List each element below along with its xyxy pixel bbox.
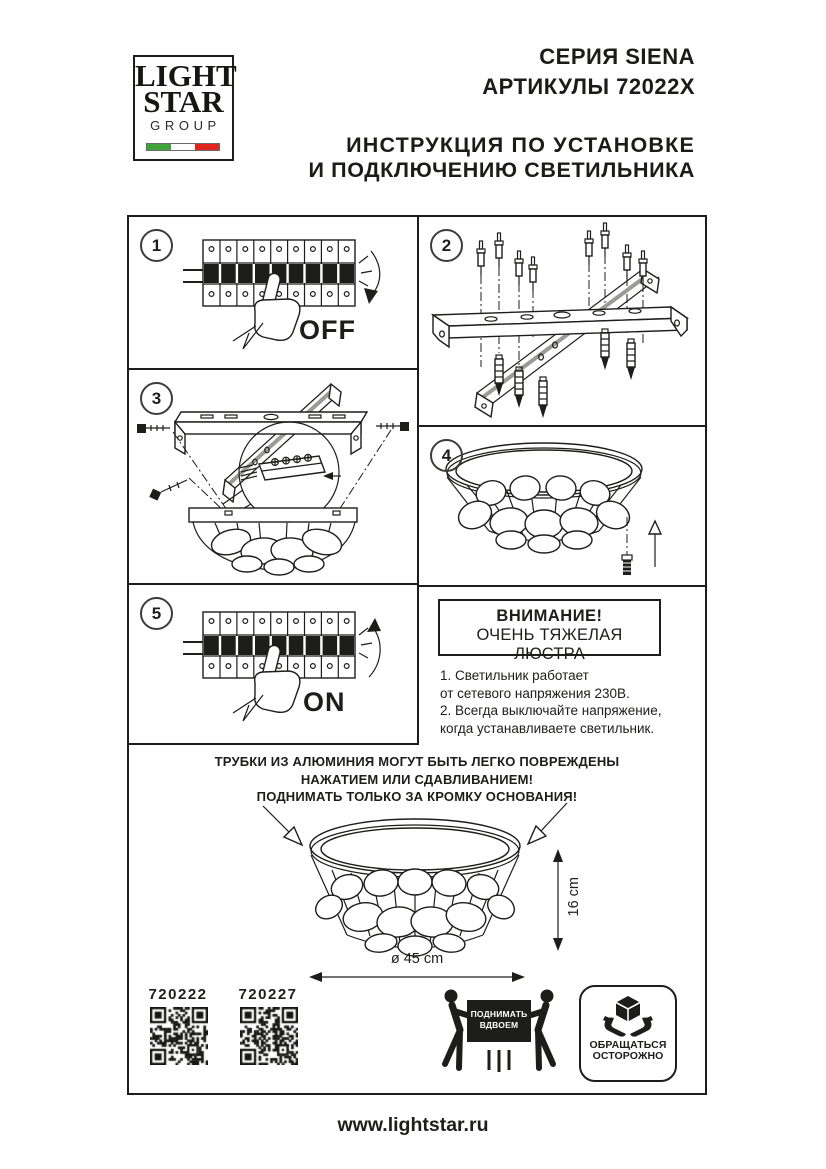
lightstar-logo <box>133 55 237 161</box>
instruction-grid <box>127 215 707 1095</box>
handling-warning-line2: НАЖАТИЕМ ИЛИ СДАВЛИВАНИЕМ! <box>300 771 534 787</box>
step-5-number: 5 <box>151 603 162 623</box>
step-1-number: 1 <box>151 235 162 255</box>
handling-warning-line3: ПОДНИМАТЬ ТОЛЬКО ЗА КРОМКУ ОСНОВАНИЯ! <box>256 789 578 804</box>
italian-flag-stripe <box>146 143 220 151</box>
lift-label-line1: ПОДНИМАТЬ <box>470 1009 528 1019</box>
note-line-1: 1. Светильник работает <box>440 668 589 683</box>
logo-word-group: GROUP <box>150 118 221 133</box>
attention-subtitle: ОЧЕНЬ ТЯЖЕЛАЯ ЛЮСТРА <box>476 626 623 663</box>
attention-title: ВНИМАНИЕ! <box>496 607 603 625</box>
step-1-panel <box>129 217 419 370</box>
lift-label-line2: ВДВОЕМ <box>479 1019 519 1030</box>
step-3-badge <box>140 382 173 415</box>
handling-section <box>129 745 705 1093</box>
website-url: www.lightstar.ru <box>337 1114 489 1136</box>
step-3-number: 3 <box>151 388 162 408</box>
flag-white-segment <box>171 144 195 150</box>
series-title: СЕРИЯ SIENA <box>539 44 695 69</box>
step-5-panel <box>129 585 419 745</box>
articles-title: АРТИКУЛЫ 72022X <box>482 74 695 99</box>
logo-word-star: STAR <box>143 84 224 119</box>
lift-by-two-icon <box>437 988 561 1078</box>
step-4-number: 4 <box>441 445 452 465</box>
step-5-badge <box>140 597 173 630</box>
handling-warning-line1: ТРУБКИ ИЗ АЛЮМИНИЯ МОГУТ БЫТЬ ЛЕГКО ПОВРЕЖДЕНЫ <box>214 754 620 769</box>
step-2-panel <box>419 217 705 427</box>
diameter-dimension-label: ø 45 cm <box>390 951 444 967</box>
flag-green-segment <box>147 144 171 150</box>
step-1-badge <box>140 229 173 262</box>
instruction-title-line1: ИНСТРУКЦИЯ ПО УСТАНОВКЕ <box>346 133 695 157</box>
step-2-number: 2 <box>441 235 452 255</box>
attention-box <box>438 599 661 663</box>
note-line-3: 2. Всегда выключайте напряжение, <box>440 703 662 718</box>
lift-box-label <box>467 1000 531 1042</box>
instruction-title-line2: И ПОДКЛЮЧЕНИЮ СВЕТИЛЬНИКА <box>308 158 695 182</box>
attention-area <box>419 587 705 745</box>
flag-red-segment <box>195 144 219 150</box>
height-dimension-label: 16 cm <box>566 877 582 917</box>
step-4-badge <box>430 439 463 472</box>
care-label-line2: ОСТОРОЖНО <box>592 1050 664 1062</box>
qr-code-1 <box>150 1007 208 1065</box>
step-4-panel <box>419 427 705 587</box>
step-2-badge <box>430 229 463 262</box>
hands-holding-box-glyph <box>602 994 654 1038</box>
care-label-line1: ОБРАЩАТЬСЯ <box>589 1039 667 1051</box>
on-label: ON <box>303 687 346 717</box>
handle-with-care-icon <box>579 985 677 1082</box>
note-line-4: когда устанавливаете светильник. <box>440 720 655 736</box>
article-code-2: 720227 <box>238 986 298 1003</box>
note-line-2: от сетевого напряжения 230В. <box>440 685 630 701</box>
qr-code-2 <box>240 1007 298 1065</box>
article-code-1: 720222 <box>148 986 208 1003</box>
logo-word-light: LIGHT <box>135 58 237 93</box>
off-label: OFF <box>299 315 356 345</box>
step-3-panel <box>129 370 419 585</box>
